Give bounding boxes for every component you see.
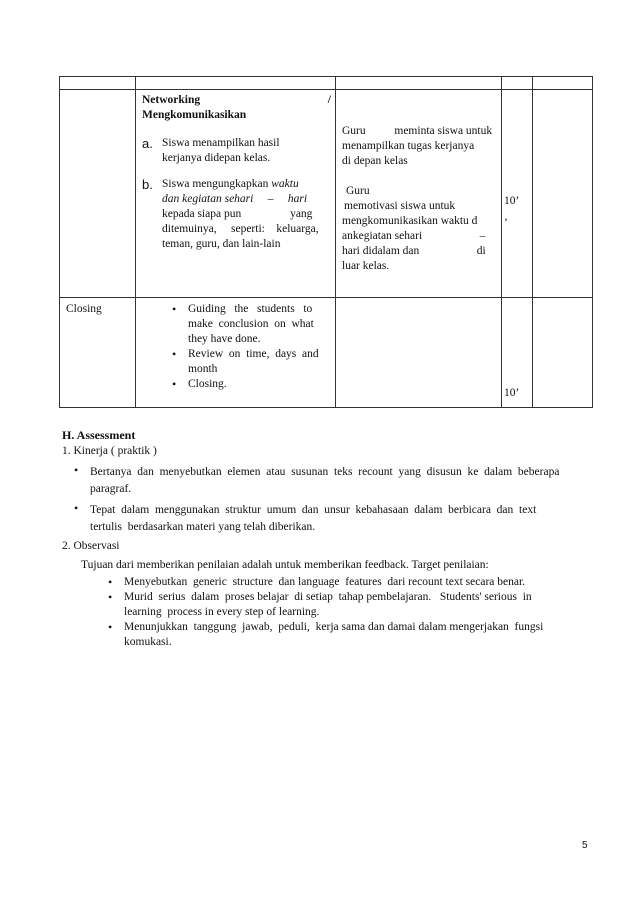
closing-activity-cell <box>136 298 336 408</box>
assessment-section <box>62 428 592 650</box>
lesson-activity-table <box>59 76 593 408</box>
observasi-heading: 2. Observasi <box>62 540 120 552</box>
list-item-line: • Menyebutkan generic structure dan language features dari recount text secara benar. <box>124 576 526 588</box>
assessment-heading: H. Assessment <box>62 428 136 442</box>
list-item-line: • Guiding the students to <box>188 303 313 315</box>
list-item-line: komukasi. <box>124 636 172 648</box>
table-row-networking <box>60 90 593 298</box>
list-item-line: learning process in every step of learning. <box>124 606 320 618</box>
closing-label-cell: Closing <box>60 298 136 408</box>
list-item-line: make conclusion on what <box>188 318 314 330</box>
list-item-line: • Tepat dalam menggunakan struktur umum dan unsur kebahasaan dalam berbicara dan text <box>90 504 537 516</box>
list-item-line: they have done. <box>188 333 261 345</box>
list-item-line: • Murid serius dalam proses belajar di setiap tahap pembelajaran. Students' serious in <box>124 591 532 603</box>
list-item <box>68 501 592 535</box>
list-item-line: • Review on time, days and <box>188 348 319 360</box>
list-item: b. Siswa mengungkapkan waktu dan kegiatan sehari – hari kepada siapa pun yang ditemuinya, seperti: keluarga, teman, guru, dan lain-lain <box>142 177 319 250</box>
list-item-line: tertulis berdasarkan materi yang telah diberikan. <box>90 521 316 533</box>
list-item-line: • Closing. <box>188 378 227 390</box>
list-item <box>166 377 331 392</box>
list-item <box>102 620 592 650</box>
list-item-line: • Bertanya dan menyebutkan elemen atau susunan teks recount yang disusun ke dalam beberapa <box>90 466 560 478</box>
list-item <box>166 302 331 347</box>
list-item-line: • Menunjukkan tanggung jawab, peduli, kerja sama dan damai dalam mengerjakan fungsi <box>124 621 544 633</box>
list-item <box>102 575 592 590</box>
list-item-line: paragraf. <box>90 483 132 495</box>
kinerja-heading: 1. Kinerja ( praktik ) <box>62 445 157 457</box>
table-row-closing <box>60 298 593 408</box>
list-item-line: month <box>188 363 218 375</box>
student-activity-cell <box>136 90 336 298</box>
list-item <box>166 347 331 377</box>
page-number: 5 <box>582 840 588 851</box>
networking-subheading: Mengkomunikasikan <box>142 109 247 121</box>
table-row-top-stub <box>60 77 593 90</box>
kinerja-bullet-list <box>62 463 592 535</box>
teacher-activity-cell: Guru meminta siswa untuk menampilkan tugas kerjanya di depan kelas Guru memotivasi siswa untuk mengkomunikasikan waktu d ankegiatan sehari – hari didalam dan di luar kelas. <box>336 90 502 298</box>
closing-bullet-list <box>142 302 331 392</box>
networking-heading: Networking / <box>142 94 331 106</box>
observasi-bullet-list <box>62 575 592 650</box>
time-cell: 10’ ’ <box>502 90 533 298</box>
list-item: a. Siswa menampilkan hasil kerjanya didepan kelas. <box>142 136 280 164</box>
closing-time-cell: 10’ <box>502 298 533 408</box>
list-item <box>68 463 592 497</box>
list-item <box>102 590 592 620</box>
observasi-intro: Tujuan dari memberikan penilaian adalah untuk memberikan feedback. Target penilaian: <box>81 559 489 571</box>
